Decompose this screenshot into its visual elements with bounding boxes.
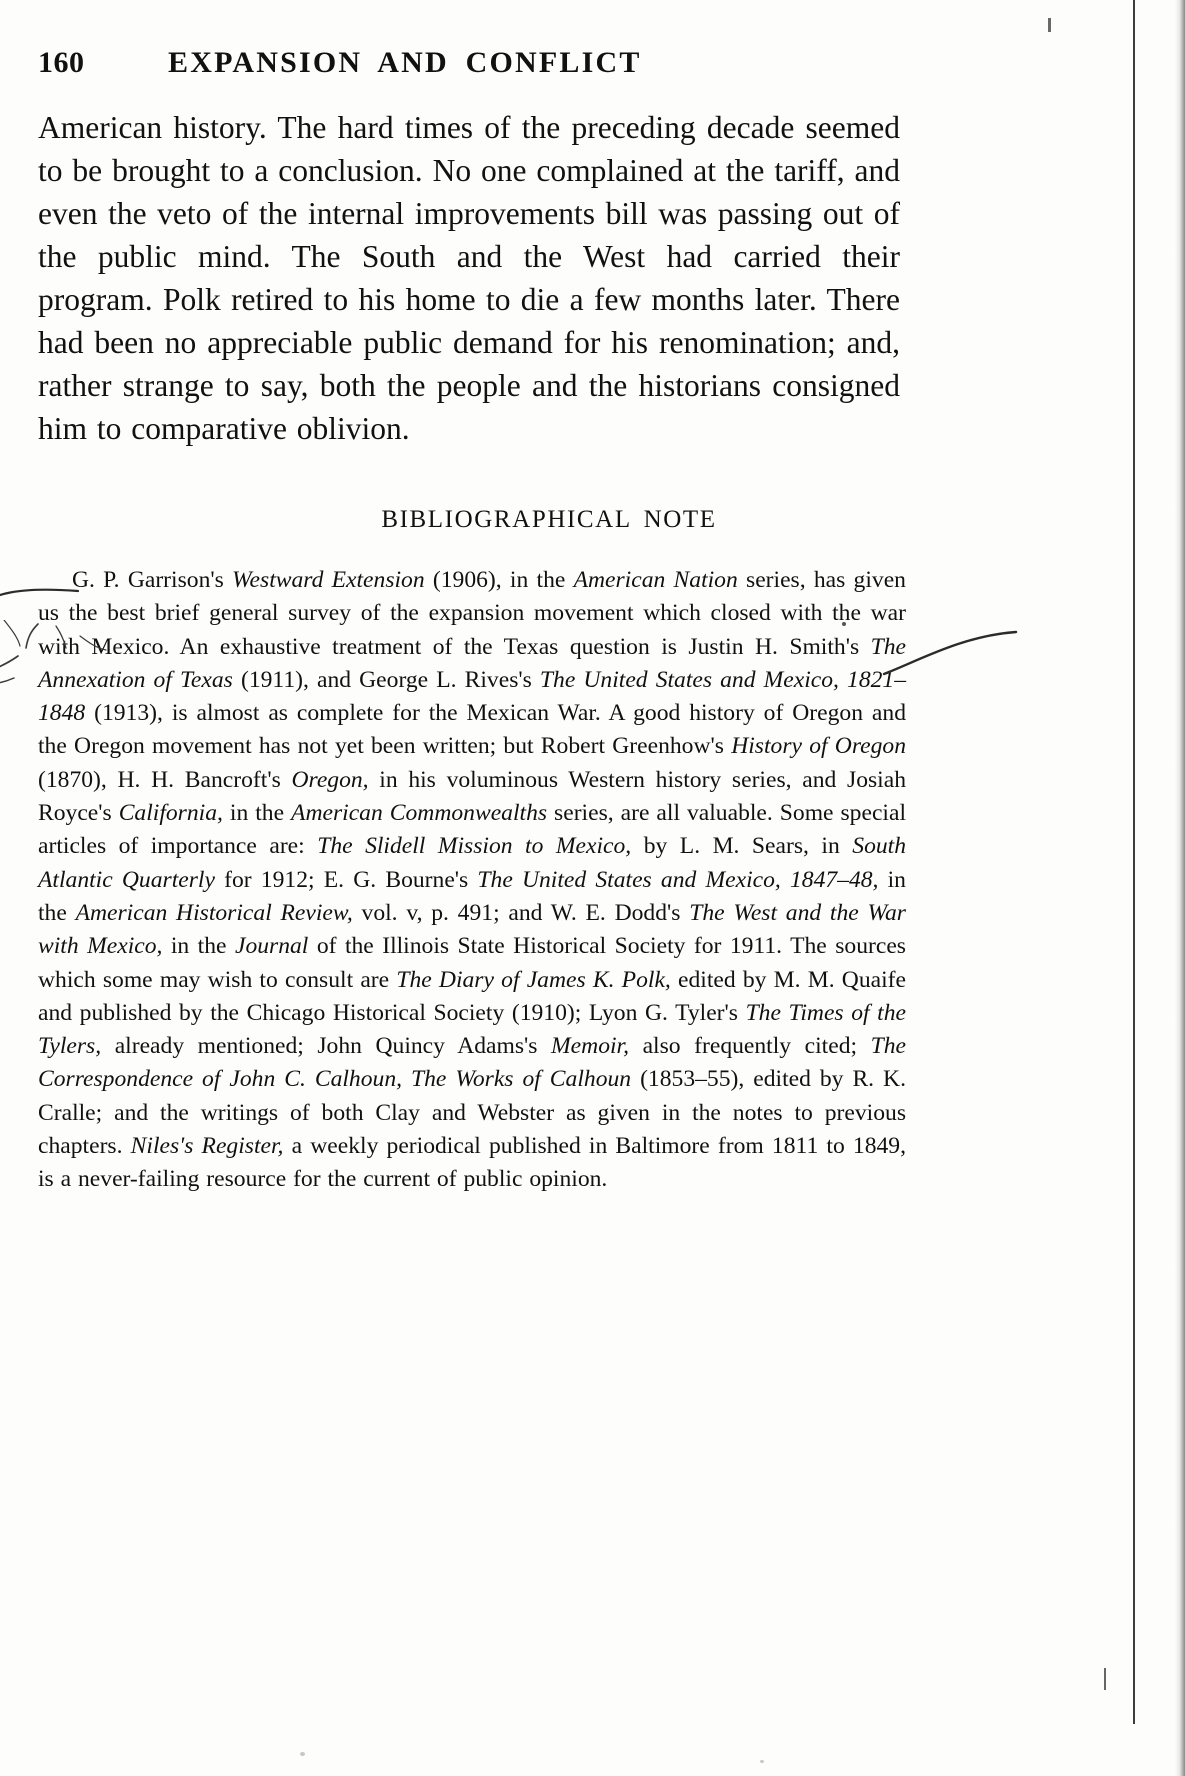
binding-shadow xyxy=(1175,0,1185,1776)
stray-pen-tick-icon xyxy=(1104,1668,1106,1690)
chapter-running-title: EXPANSION AND CONFLICT xyxy=(168,46,642,79)
scan-speck xyxy=(760,1760,764,1763)
page-content xyxy=(38,0,1038,1197)
running-head xyxy=(38,0,1038,80)
bibliographical-note-paragraph: G. P. Garrison's Westward Extension (1906), in the American Nation series, has given us the best brief general survey of the expansion movement which closed with the war with Mexico. An exhaustive treatment of the Texas question is Justin H. Smith's The Annexation of Texas (1911), and George L. Rives's The United States and Mexico, 1821–1848 (1913), is almost as complete for the Mexican War. A good history of Oregon and the Oregon movement has not yet been written; but Robert Greenhow's History of Oregon (1870), H. H. Bancroft's Oregon, in his voluminous Western history series, and Josiah Royce's California, in the American Commonwealths series, are all valuable. Some special articles of importance are: The Slidell Mission to Mexico, by L. M. Sears, in South Atlantic Quarterly for 1912; E. G. Bourne's The United States and Mexico, 1847–48, in the American Historical Review, vol. v, p. 491; and W. E. Dodd's The West and the War with Mexico, in the Journal of the Illinois State Historical Society for 1911. The sources which some may wish to consult are The Diary of James K. Polk, edited by M. M. Quaife and published by the Chicago Historical Society (1910); Lyon G. Tyler's The Times of the Tylers, already mentioned; John Quincy Adams's Memoir, also frequently cited; The Correspondence of John C. Calhoun, The Works of Calhoun (1853–55), edited by R. K. Cralle; and the writings of both Clay and Webster as given in the notes to previous chapters. Niles's Register, a weekly periodical published in Baltimore from 1811 to 1849, is a never-failing resource for the current of public opinion. xyxy=(38,567,907,1193)
section-heading: BIBLIOGRAPHICAL NOTE xyxy=(381,506,717,533)
paragraph: American history. The hard times of the preceding decade seemed to be brought to a conclusion. No one complained at the tariff, and even the veto of the internal improvements bill was passing out of the public mind. The South and the West had carried their program. Polk retired to his home to die a few months later. There had been no appreciable public demand for his renomination; and, rather strange to say, both the people and the historians consigned him to comparative oblivion. xyxy=(38,110,900,446)
scan-speck xyxy=(300,1752,305,1756)
binding-rule xyxy=(1133,0,1135,1724)
page-number: 160 xyxy=(38,46,85,79)
stray-pen-tick-icon xyxy=(1048,18,1051,32)
body-text-block xyxy=(38,106,900,450)
bibliographical-note-block xyxy=(38,564,906,1197)
